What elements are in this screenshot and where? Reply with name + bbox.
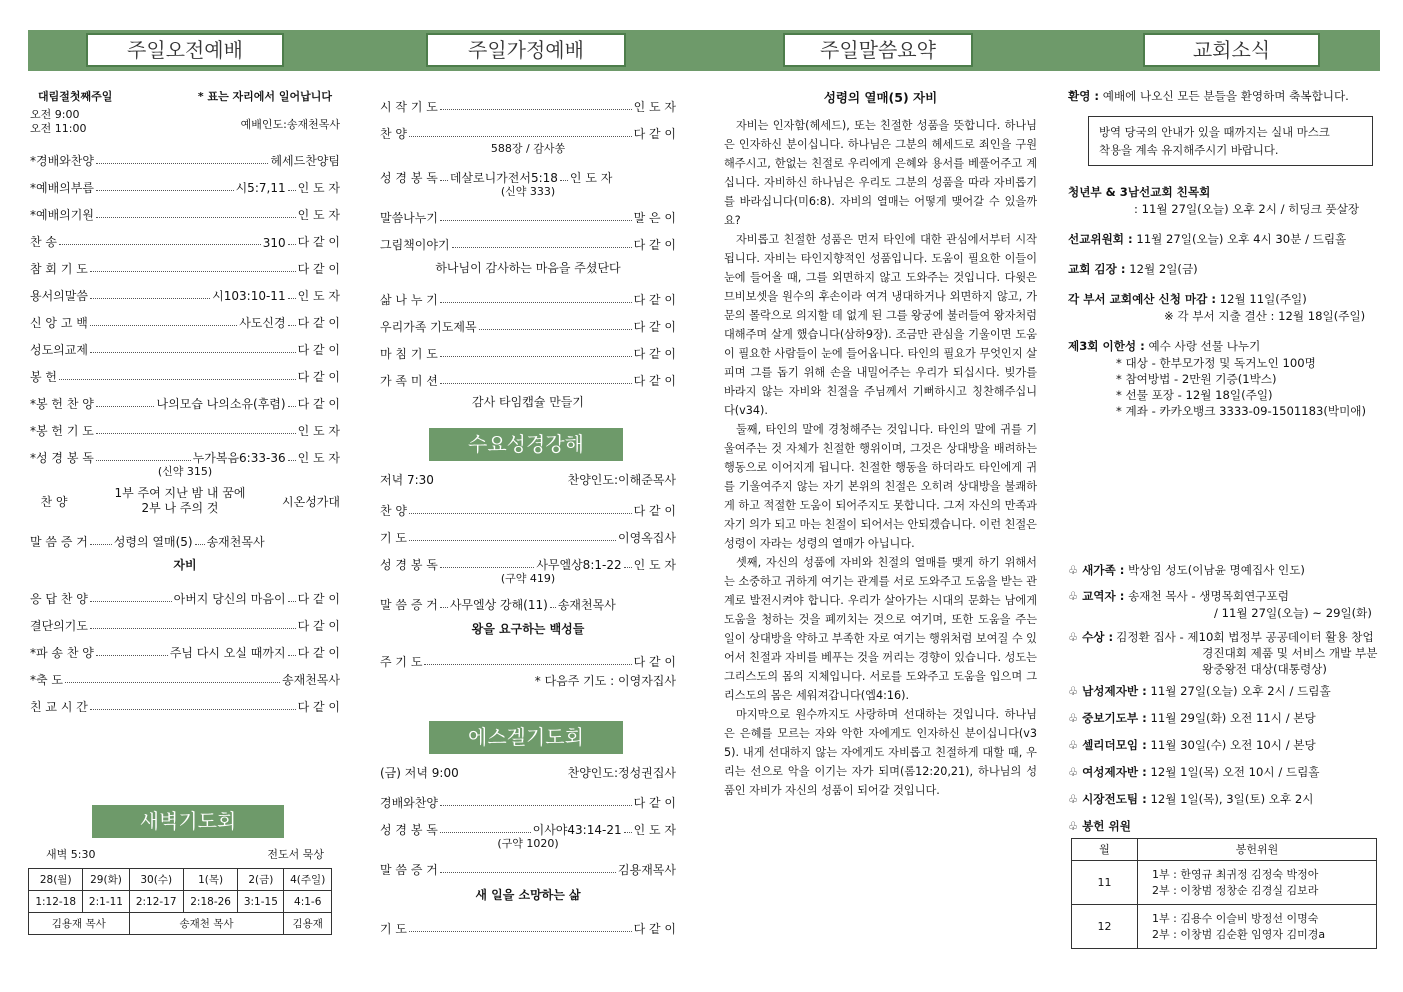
program-row [30,580,340,607]
church-news-column [1068,88,1381,941]
program-label: 찬 양 [380,504,407,518]
dawn-day: 28(월) [29,869,83,891]
women-label: 여성제자반 : [1082,765,1147,779]
worship-leader: 예배인도:송재천목사 [240,118,340,131]
dawn-verse: 2:18-26 [183,891,237,913]
program-leader: 송재천목사 [282,673,340,687]
offering-month: 12 [1072,905,1138,949]
summary-paragraph: 셋째, 자신의 성품에 자비와 친절의 열매를 맺게 하기 위해서는 소중하고 귀하게 여기는 관계를 서로 도와주고 도움을 받는 관계로 발전시켜야 합니다. 우리가 살아가는 시대의 문화는 남에게 도움을 청하는 것을 폐끼치는 것으로 여기며, 또한 도움을 주는 일이 상대방을 약하고 부족한 자로 여기는 행위처럼 보여질 수 있어서 친절과 자비를 베푸는 것을 꺼리는 경향이 있습니다. 성도는 그리스도의 몸의 지체입니다. 서로를 도와주고 도움을 입으며 그리스도의 몸은 세워져갑니다(엡4:16). [724,556,1037,702]
program-label: 기 도 [380,531,407,545]
program-leader: 인 도 자 [633,823,676,837]
youth-label: 청년부 & 3남선교회 친목회 [1068,185,1211,199]
program-leader: 인 도 자 [297,181,340,195]
dawn-leader-2: 송재천 목사 [129,913,284,935]
program-label: 마 침 기 도 [380,347,438,361]
wednesday-time: 저녁 7:30 [380,473,434,487]
award-line-3: 왕중왕전 대상(대통령상) [1202,662,1327,676]
kimchi-text: 12월 2일(금) [1129,262,1198,276]
program-row [30,304,340,331]
program-label: 봉 헌 [30,370,57,384]
program-row [30,634,340,661]
program-row [30,142,340,169]
offering-table [1071,838,1377,949]
clover-icon: ♧ [1068,711,1079,725]
program-label: *파 송 찬 양 [30,646,94,660]
award-label: 수상 : [1082,630,1114,644]
ezekiel-time: (금) 저녁 9:00 [380,766,459,780]
family-hymn: 588장 / 감사쏭 [490,142,566,155]
program-label: 성 경 봉 독 [380,823,438,837]
clover-icon: ♧ [1068,765,1079,779]
clover-icon: ♧ [1068,819,1079,833]
dawn-verse: 3:1-15 [238,891,284,913]
program-row [380,546,676,573]
market-text: 12월 1일(목), 3일(토) 오후 2시 [1150,792,1314,806]
program-row [30,250,340,277]
program-label: 성 경 봉 독 [380,558,438,572]
program-leader: 다 같 이 [297,646,340,660]
program-leader: 다 같 이 [297,370,340,384]
clover-icon: ♧ [1068,630,1079,644]
program-leader: 다 같 이 [633,504,676,518]
program-leader: 다 같 이 [633,796,676,810]
dawn-day: 2(금) [238,869,284,891]
wednesday-leader: 찬양인도:이해준목사 [567,473,676,487]
dawn-verse: 2:12-17 [129,891,183,913]
program-leader: 다 같 이 [633,320,676,334]
summary-paragraph: 자비는 인자함(헤세드), 또는 친절한 성품을 뜻합니다. 하나님은 인자하신 분이십니다. 하나님은 그분의 헤세드로 죄인을 구원해주시고, 한없는 친절로 우리에게 은혜와 용서를 베풀어주고 계십니다. 자비하신 하나님은 우리도 그분의 성품을 따라 자비롭기를 바라십니다(미6:8). 자비의 열매는 어떻게 맺어갈 수 있을까요? [724,119,1037,227]
program-leader: 다 같 이 [297,235,340,249]
program-label: 신 앙 고 백 [30,316,88,330]
program-row [380,335,676,362]
program-label: 시 작 기 도 [380,100,438,114]
missions-text: 11월 27일(오늘) 오후 4시 30분 / 드림홀 [1136,232,1347,246]
dawn-verse: 1:12-18 [29,891,83,913]
choir: 시온성가대 [282,494,340,509]
sermon-row: 말 씀 증 거 성령의 열매(5) 송재천목사 [30,535,265,549]
program-label: *봉 헌 찬 양 [30,397,94,411]
offering-head-members: 봉헌위원 [1138,839,1377,861]
program-label: *예배의부름 [30,181,94,195]
program-label: 삶 나 누 기 [380,293,438,307]
budget-label: 각 부서 교회예산 신청 마감 : [1068,292,1217,306]
clover-icon: ♧ [1068,738,1079,752]
program-label: *봉 헌 기 도 [30,424,94,438]
program-leader: 인 도 자 [633,558,676,572]
program-detail: 누가복음6:33-36 [192,451,286,465]
program-leader: 헤세드찬양팀 [270,154,340,168]
program-detail: 시5:7,11 [235,181,286,195]
program-label: 찬 양 [380,127,407,141]
program-leader: 이영옥집사 [618,531,676,545]
ezekiel-sermon-row: 말 씀 증 거 김용재목사 [380,863,676,877]
offering-label: 봉헌 위원 [1082,819,1131,833]
program-label: 친 교 시 간 [30,700,88,714]
program-row [380,88,676,115]
gift-detail: * 선물 포장 - 12월 18일(주일) [1116,388,1273,402]
program-label: 말씀나누기 [380,211,438,225]
prayer-team-text: 11월 29일(화) 오전 11시 / 본당 [1150,711,1316,725]
newfamily-text: 박상임 성도(이남윤 명예집사 인도) [1128,563,1305,577]
dawn-prayer-title: 새벽기도회 [92,805,284,838]
youth-text: : 11월 27일(오늘) 오후 2시 / 히딩크 풋살장 [1134,202,1360,216]
ezekiel-sermon-title: 새 일을 소망하는 삶 [475,888,581,902]
gift-label: 제3회 이한성 : [1068,339,1145,353]
service-time-2: 오전 11:00 [30,122,87,135]
program-row [30,607,340,634]
welcome-text: 예배에 나오신 모든 분들을 환영하며 축복합니다. [1102,89,1349,103]
summary-paragraph: 자비롭고 친절한 성품은 먼저 타인에 대한 관심에서부터 시작됩니다. 자비는 타인지향적인 성품입니다. 도움이 필요한 이들이 눈에 들어올 때, 그를 외면하지 않고 도와주는 것입니다. 다윗은 므비보셋을 원수의 후손이라 여겨 냉대하거나 외면하지 않고, 가문의 몰락으로 의지할 데 없게 된 그를 왕궁에 불러들여 왕자처럼 대해주며 살게 했습니다(삼하9장). 조금만 관심을 기울이면 도움이 필요한 사람들이 눈에 들어옵니다. 타인의 필요가 무엇인지 살피며 그를 돕기 위해 손을 내밀어주는 우리가 되십시다. 빚가를 바라지 않는 자비와 친절을 주님께서 기뻐하시고 칭찬해주십니다(v34). [724,233,1037,417]
program-leader: 말 은 이 [633,211,676,225]
program-row [30,439,340,466]
hymn-first-service: 1부 주여 지난 밤 내 꿈에 [114,486,246,500]
teacher-text: 송재천 목사 - 생명목회연구포럼 [1128,589,1289,603]
kimchi-label: 교회 김장 : [1068,262,1126,276]
program-detail: 사무엘상8:1-22 [536,558,622,572]
wednesday-sermon-row: 말 씀 증 거 사무엘상 강해(11) 송재천목사 [380,598,616,612]
dawn-verse: 2:1-11 [83,891,129,913]
sermon-summary-column [724,88,1037,800]
program-row [30,223,340,250]
hymn-second-service: 2부 나 주의 것 [141,501,219,515]
program-row [30,196,340,223]
program-leader: 다 같 이 [297,343,340,357]
service-time-1: 오전 9:00 [30,108,80,121]
program-leader: 인 도 자 [297,451,340,465]
cell-label: 셀리더모임 : [1082,738,1147,752]
program-row [380,811,676,838]
program-leader: 인 도 자 [297,208,340,222]
program-label: 우리가족 기도제목 [380,320,477,334]
program-leader: 인 도 자 [633,100,676,114]
program-leader: 인 도 자 [297,424,340,438]
gift-detail: * 계좌 - 카카오뱅크 3333-09-1501183(박미애) [1116,404,1367,418]
summary-paragraph: 마지막으로 원수까지도 사랑하며 선대하는 것입니다. 하나님은 은혜를 모르는 자와 악한 자에게도 인자하신 분이십니다(v35). 내게 선대하지 않는 자에게도 자비롭고 친절하게 대할 때, 우리는 선으로 악을 이기는 자가 되며(롬12:20,21), 하나님의 성품인 자비가 자신의 성품이 되어갈 것입니다. [724,708,1037,797]
program-row [380,362,676,389]
program-leader: 다 같 이 [633,127,676,141]
header-sermon-summary: 주일말씀요약 [783,33,973,67]
dawn-book: 전도서 묵상 [267,848,324,861]
program-leader: 다 같 이 [633,293,676,307]
offering-second-service: 2부 : 이창범 김순환 임영자 김미경a [1152,927,1326,941]
summary-title: 성령의 열매(5) 자비 [823,90,938,105]
market-label: 시장전도팀 : [1082,792,1147,806]
family-mission-text: 감사 타임캡슐 만들기 [472,395,584,409]
program-label: *경배와찬양 [30,154,94,168]
men-text: 11월 27일(오늘) 오후 2시 / 드림홀 [1150,684,1331,698]
offering-head-month: 월 [1072,839,1138,861]
program-leader: 다 같 이 [297,700,340,714]
program-row [380,199,676,226]
newfamily-label: 새가족 : [1082,563,1125,577]
award-line-2: 경진대회 제품 및 서비스 개발 부분 [1202,646,1378,660]
program-detail: 주님 다시 오실 때까지 [169,646,286,660]
program-row [380,281,676,308]
missions-label: 선교위원회 : [1068,232,1133,246]
offering-second-service: 2부 : 이창범 정창순 김경실 김보라 [1152,883,1319,897]
wednesday-prayer-row: 주 기 도 다 같 이 [380,655,676,669]
program-leader: 다 같 이 [633,238,676,252]
ezekiel-title: 에스겔기도회 [429,721,623,754]
program-leader: 인 도 자 [297,289,340,303]
program-row [30,169,340,196]
summary-paragraph: 둘째, 타인의 말에 경청해주는 것입니다. 타인의 말에 귀를 기울여주는 것 자체가 친절한 행위이며, 그것은 상대방을 배려하는 행동으로 이어지게 됩니다. 친절한 행동을 하더라도 타인에게 귀를 기울여주지 않는 자기 본위의 친절은 오히려 상대방을 불쾌하게 하고 적절한 도움이 되어주지도 못합니다. 그저 자신의 만족과 자기 의가 되고 마는 친절이 되어서는 안되겠습니다. 이런 친절은 성령이 자라는 성령의 열매가 아닙니다. [724,423,1037,550]
offering-row [1072,861,1377,905]
dawn-time: 새벽 5:30 [46,848,96,861]
program-detail: 나의모습 나의소유(후렴) [156,397,286,411]
program-leader: 다 같 이 [633,347,676,361]
dawn-leader-1: 김용재 목사 [29,913,130,935]
program-row [30,412,340,439]
program-detail: 아버지 당신의 마음이 [173,592,286,606]
program-leader: 다 같 이 [633,374,676,388]
gift-detail: * 대상 - 한부모가정 및 독거노인 100명 [1116,356,1316,370]
header-church-news: 교회소식 [1143,33,1320,67]
clover-icon: ♧ [1068,563,1079,577]
offering-month: 11 [1072,861,1138,905]
gift-text: 예수 사랑 선물 나누기 [1148,339,1261,353]
morning-worship-column [30,88,340,715]
ezekiel-prayer-row: 기 도 다 같 이 [380,922,676,936]
offering-first-service: 1부 : 한영규 최귀정 김정숙 박정아 [1152,867,1319,881]
reading-reference: (신약 315) [157,465,213,478]
program-leader: 다 같 이 [297,619,340,633]
gift-detail: * 참여방법 - 2만원 기증(1박스) [1116,372,1277,386]
next-week-prayer: * 다음주 기도 : 이영자집사 [534,674,676,688]
ezekiel-reading-ref: (구약 1020) [497,837,559,850]
program-row [30,688,340,715]
award-line-1: 김정환 집사 - 제10회 법정부 공공데이터 활용 창업 [1116,630,1374,644]
program-row [380,308,676,335]
budget-note: ※ 각 부서 지출 결산 : 12월 18일(주일) [1164,309,1366,323]
program-detail: 이사야43:14-21 [532,823,622,837]
program-label: 용서의말씀 [30,289,88,303]
family-reading-row: 성 경 봉 독 데살로니가전서5:18 인 도 자 [380,171,613,185]
program-label: 경배와찬양 [380,796,438,810]
dawn-day: 1(목) [183,869,237,891]
program-detail: 310 [262,236,286,250]
program-label: 결단의기도 [30,619,88,633]
dawn-day: 29(화) [83,869,129,891]
family-worship-column [380,88,676,415]
program-row [30,331,340,358]
program-label: 성도의교제 [30,343,88,357]
program-label: 가 족 미 션 [380,374,438,388]
teacher-dates: / 11월 27일(오늘) ~ 29일(화) [1214,606,1372,620]
program-leader: 다 같 이 [297,397,340,411]
program-row [30,385,340,412]
program-detail: 사도신경 [239,316,286,330]
welcome-label: 환영 : [1068,89,1100,103]
header-morning-worship: 주일오전예배 [86,33,284,67]
wednesday-reading-ref: (구약 419) [500,572,556,585]
program-row [380,226,676,253]
program-label: *성 경 봉 독 [30,451,94,465]
prayer-team-label: 중보기도부 : [1082,711,1147,725]
sermon-subtitle: 자비 [173,558,197,572]
wednesday-sermon-title: 왕을 요구하는 백성들 [471,622,585,636]
notice-line-2: 착용을 계속 유지해주시기 바랍니다. [1099,143,1279,157]
family-reading-ref: (신약 333) [500,185,556,198]
liturgical-day: 대림절첫째주일 [38,90,113,103]
ezekiel-column [380,762,676,937]
dawn-schedule-table [28,868,332,935]
program-row [380,519,676,546]
program-label: 참 회 기 도 [30,262,88,276]
teacher-label: 교역자 : [1082,589,1125,603]
program-label: *축 도 [30,673,63,687]
program-label: 그림책이야기 [380,238,450,252]
budget-text: 12월 11일(주일) [1219,292,1307,306]
notice-line-1: 방역 당국의 안내가 있을 때까지는 실내 마스크 [1099,125,1330,139]
clover-icon: ♧ [1068,684,1079,698]
hymn-label: 찬 양 [40,494,68,509]
program-leader: 다 같 이 [297,262,340,276]
dawn-leader-3: 김용재 [284,913,332,935]
program-leader: 다 같 이 [297,316,340,330]
dawn-day: 4(주일) [284,869,332,891]
program-row [380,492,676,519]
program-label: 응 답 찬 양 [30,592,88,606]
women-text: 12월 1일(목) 오전 10시 / 드림홀 [1150,765,1320,779]
offering-first-service: 1부 : 김용수 이슬비 방정선 이명숙 [1152,911,1319,925]
wednesday-title: 수요성경강해 [429,428,623,461]
program-row [30,358,340,385]
mask-notice-box [1088,116,1373,166]
program-row [380,784,676,811]
offering-row [1072,905,1377,949]
program-leader: 다 같 이 [297,592,340,606]
wednesday-column [380,468,676,692]
header-family-worship: 주일가정예배 [426,33,626,67]
clover-icon: ♧ [1068,792,1079,806]
standing-note: * 표는 자리에서 일어납니다 [197,90,332,103]
dawn-verse: 4:1-6 [284,891,332,913]
program-detail: 시103:10-11 [212,289,286,303]
men-label: 남성제자반 : [1082,684,1147,698]
cell-text: 11월 30일(수) 오전 10시 / 본당 [1150,738,1316,752]
program-label: *예배의기원 [30,208,94,222]
dawn-day: 30(수) [129,869,183,891]
program-label: 찬 송 [30,235,57,249]
clover-icon: ♧ [1068,589,1079,603]
program-row [30,277,340,304]
family-theme: 하나님이 감사하는 마음을 주셨단다 [435,261,621,275]
program-row [30,661,340,688]
program-row [380,115,676,142]
ezekiel-leader: 찬양인도:정성권집사 [567,766,676,780]
